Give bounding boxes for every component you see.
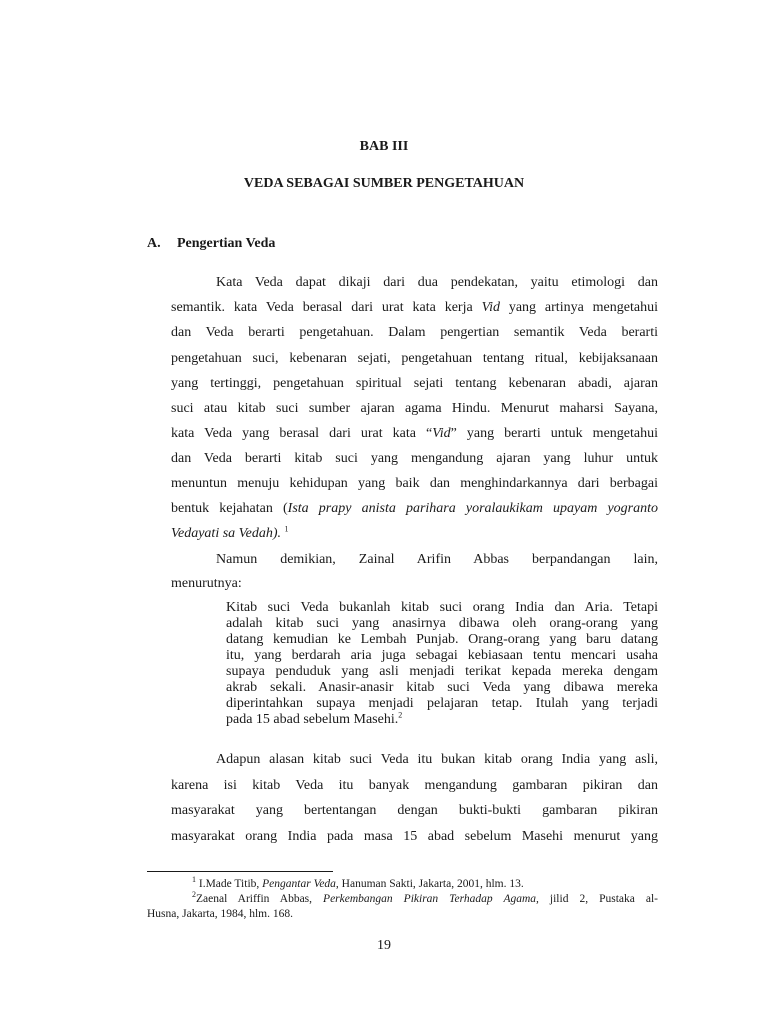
- section-number: A.: [147, 236, 161, 251]
- text-line: masyarakat orang India pada masa 15 abad sebelum Masehi menurut yang: [171, 829, 658, 844]
- text-line: semantik. kata Veda berasal dari urat kata kerja Vid yang artinya mengetahui: [171, 300, 658, 315]
- text-line: Namun demikian, Zainal Arifin Abbas berpandangan lain,: [216, 552, 658, 567]
- footnote-2: $^2$Zaenal Ariffin Abbas, Perkembangan Pikiran Terhadap Agama, jilid 2, Pustaka al-: [192, 890, 659, 905]
- text-line: pengetahuan suci, kebenaran sejati, pengetahuan tentang ritual, kebijaksanaan: [171, 351, 658, 366]
- footnote-separator: [147, 871, 333, 872]
- footnote-ref-2: 2: [398, 710, 403, 720]
- text-line: dan Veda berarti kitab suci yang mengandung ajaran yang luhur untuk: [171, 451, 658, 466]
- chapter-title: VEDA SEBAGAI SUMBER PENGETAHUAN: [243, 176, 525, 191]
- quote-line: diperintahkan supaya menjadi pelajaran tetap. Itulah yang terjadi: [226, 696, 658, 711]
- text-line: kata Veda yang berasal dari urat kata “Vid” yang berarti untuk mengetahui: [171, 426, 658, 441]
- term-vid: Vid: [432, 426, 451, 441]
- quote-line: adalah kitab suci yang anasirnya dibawa oleh orang-orang yang: [226, 616, 658, 631]
- text-line: Kata Veda dapat dikaji dari dua pendekatan, yaitu etimologi dan: [216, 275, 658, 290]
- quote-line: supaya penduduk yang asli menjadi terikat kepada mereka dengam: [226, 664, 658, 679]
- text-line: masyarakat yang bertentangan dengan bukti-bukti gambaran pikiran: [171, 803, 658, 818]
- chapter-label: BAB III: [359, 139, 409, 154]
- text-line: bentuk kejahatan (Ista prapy anista parihara yoralaukikam upayam yogranto: [171, 501, 658, 516]
- text-line: menuntun menuju kehidupan yang baik dan menghindarkannya dari berbagai: [171, 476, 658, 491]
- text-line: karena isi kitab Veda itu banyak mengandung gambaran pikiran dan: [171, 778, 658, 793]
- section-heading: [147, 236, 275, 252]
- text-line: dan Veda berarti pengetahuan. Dalam pengertian semantik Veda berarti: [171, 325, 658, 340]
- quote-line: itu, yang berdarah aria juga sebagai kebiasaan tentu mencari usaha: [226, 648, 658, 663]
- text-line: yang tertinggi, pengetahuan spiritual sejati tentang kebenaran abadi, ajaran: [171, 376, 658, 391]
- quote-line: akrab sekali. Anasir-anasir kitab suci Veda yang dibawa mereka: [226, 680, 658, 695]
- term-vid: Vid: [481, 300, 500, 315]
- section-title: Pengertian Veda: [177, 236, 276, 251]
- quote-line: pada 15 abad sebelum Masehi.$^2$: [226, 710, 403, 727]
- text-line: menurutnya:: [171, 576, 242, 591]
- sanskrit-quote: Ista prapy anista parihara yoralaukikam upayam yogranto: [287, 501, 658, 516]
- sanskrit-quote: Vedayati sa Vedah).: [171, 526, 282, 541]
- footnote-ref-1: 1: [284, 524, 289, 534]
- footnote-1: $^1$ I.Made Titib, Pengantar Veda, Hanuman Sakti, Jakarta, 2001, hlm. 13.: [192, 875, 524, 890]
- text-line: Adapun alasan kitab suci Veda itu bukan kitab orang India yang asli,: [216, 752, 658, 767]
- text-line: [171, 525, 658, 542]
- quote-line: Kitab suci Veda bukanlah kitab suci orang India dan Aria. Tetapi: [226, 600, 658, 615]
- quote-line: datang kemudian ke Lembah Punjab. Orang-orang yang baru datang: [226, 632, 658, 647]
- text-line: suci atau kitab suci sumber ajaran agama Hindu. Menurut maharsi Sayana,: [171, 401, 658, 416]
- page-number: 19: [377, 938, 391, 953]
- footnote-2-continued: Husna, Jakarta, 1984, hlm. 168.: [147, 908, 293, 920]
